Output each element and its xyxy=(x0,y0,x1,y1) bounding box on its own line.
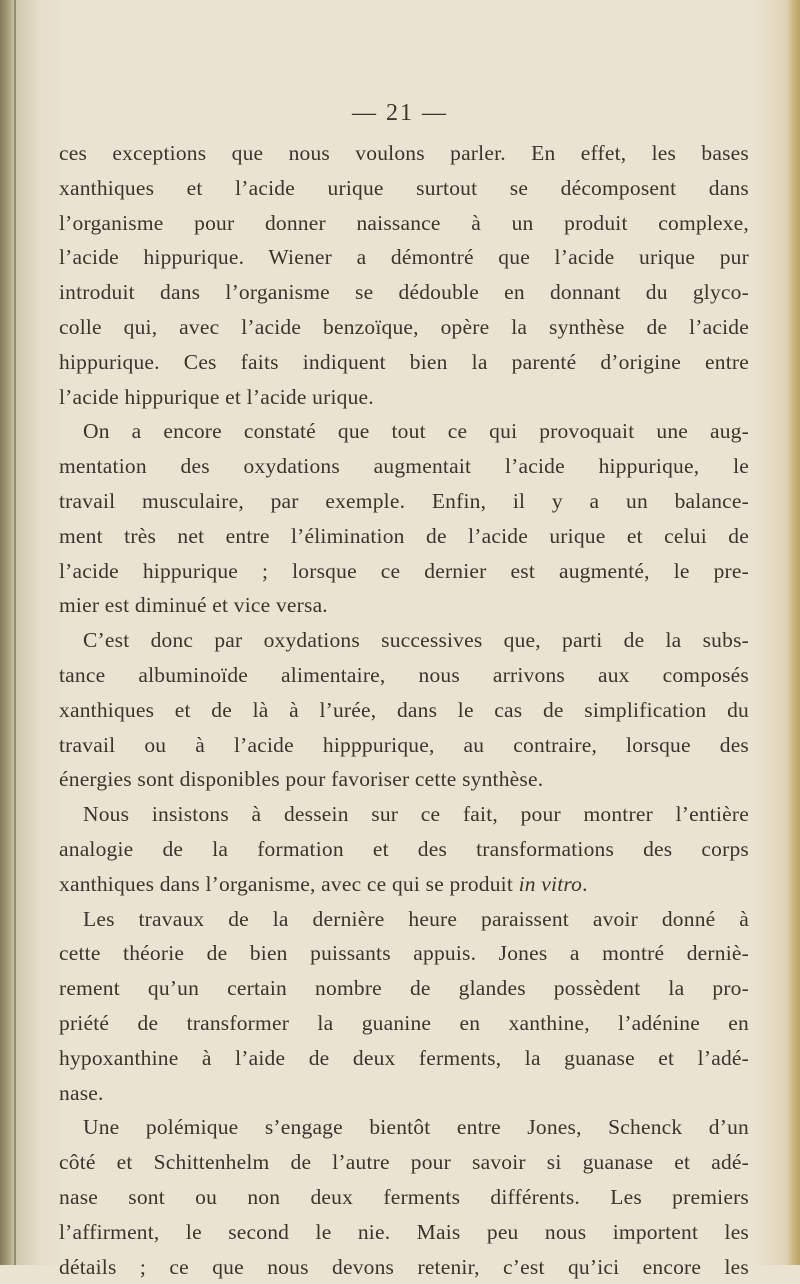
text-line: Une polémique s’engage bientôt entre Jones, Schenck d’un xyxy=(59,1110,749,1145)
text-line: xanthiques et de là à l’urée, dans le cas de simplification du xyxy=(59,693,749,728)
text-line: xanthiques dans l’organisme, avec ce qui se produit in vitro. xyxy=(59,867,749,902)
body-text xyxy=(59,136,749,1284)
text-line: l’affirment, le second le nie. Mais peu nous importent les xyxy=(59,1215,749,1250)
text-line: cette théorie de bien puissants appuis. Jones a montré derniè- xyxy=(59,936,749,971)
text-line: côté et Schittenhelm de l’autre pour savoir si guanase et adé- xyxy=(59,1145,749,1180)
text-line: analogie de la formation et des transformations des corps xyxy=(59,832,749,867)
text-line: tance albuminoïde alimentaire, nous arrivons aux composés xyxy=(59,658,749,693)
text-line: rement qu’un certain nombre de glandes possèdent la pro- xyxy=(59,971,749,1006)
text-line: colle qui, avec l’acide benzoïque, opère la synthèse de l’acide xyxy=(59,310,749,345)
text-line: nase sont ou non deux ferments différents. Les premiers xyxy=(59,1180,749,1215)
text-line: mier est diminué et vice versa. xyxy=(59,588,749,623)
text-line: ment très net entre l’élimination de l’acide urique et celui de xyxy=(59,519,749,554)
text-line: l’acide hippurique. Wiener a démontré que l’acide urique pur xyxy=(59,240,749,275)
text-line: l’acide hippurique ; lorsque ce dernier est augmenté, le pre- xyxy=(59,554,749,589)
binding-edge xyxy=(0,0,14,1265)
page-edge-stain xyxy=(788,0,800,1265)
text-line: priété de transformer la guanine en xanthine, l’adénine en xyxy=(59,1006,749,1041)
text-line: Nous insistons à dessein sur ce fait, pour montrer l’entière xyxy=(59,797,749,832)
binding-edge-line xyxy=(14,0,16,1265)
text-line: On a encore constaté que tout ce qui provoquait une aug- xyxy=(59,414,749,449)
italic-term: in vitro xyxy=(519,872,583,896)
text-line: mentation des oxydations augmentait l’acide hippurique, le xyxy=(59,449,749,484)
text-line: détails ; ce que nous devons retenir, c’est qu’ici encore les xyxy=(59,1250,749,1284)
page-number: — 21 — xyxy=(0,100,800,127)
text-line: l’organisme pour donner naissance à un produit complexe, xyxy=(59,206,749,241)
text-line: Les travaux de la dernière heure paraissent avoir donné à xyxy=(59,902,749,937)
text-line: hippurique. Ces faits indiquent bien la parenté d’origine entre xyxy=(59,345,749,380)
text-line: ces exceptions que nous voulons parler. En effet, les bases xyxy=(59,136,749,171)
text-line: énergies sont disponibles pour favoriser cette synthèse. xyxy=(59,762,749,797)
text-line: l’acide hippurique et l’acide urique. xyxy=(59,380,749,415)
text-line: xanthiques et l’acide urique surtout se décomposent dans xyxy=(59,171,749,206)
text-line: introduit dans l’organisme se dédouble en donnant du glyco- xyxy=(59,275,749,310)
text-line: hypoxanthine à l’aide de deux ferments, la guanase et l’adé- xyxy=(59,1041,749,1076)
text-line: travail musculaire, par exemple. Enfin, il y a un balance- xyxy=(59,484,749,519)
text-line: nase. xyxy=(59,1076,749,1111)
text-line: C’est donc par oxydations successives que, parti de la subs- xyxy=(59,623,749,658)
text-line: travail ou à l’acide hipppurique, au contraire, lorsque des xyxy=(59,728,749,763)
